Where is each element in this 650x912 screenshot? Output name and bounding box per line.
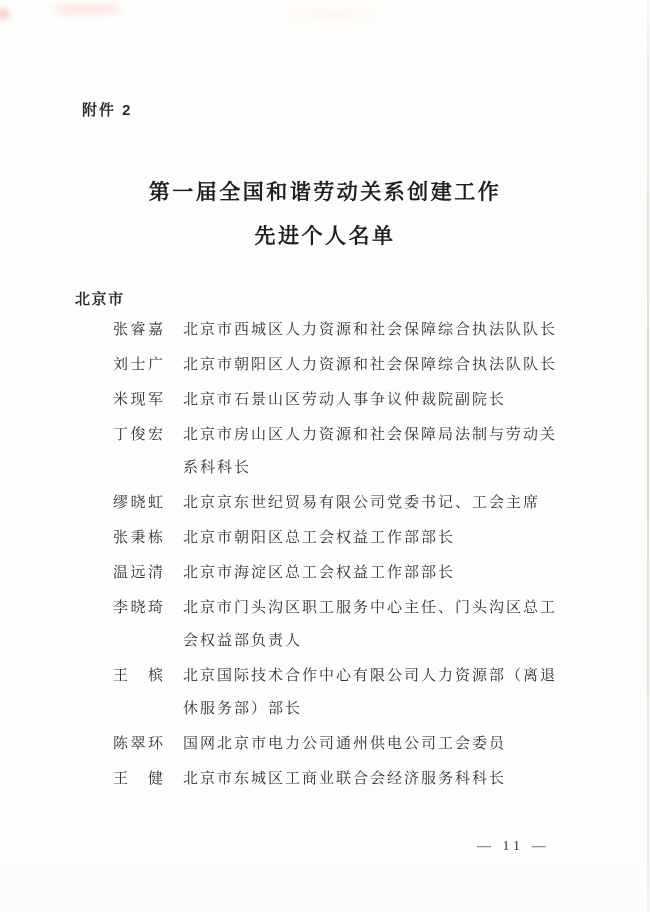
roster-list [113, 314, 565, 798]
scan-artifact-smudge [52, 5, 122, 14]
roster-entry [113, 522, 565, 555]
entry-person-title: 北京国际技术合作中心有限公司人力资源部（离退休服务部）部长 [183, 668, 558, 717]
entry-person-title: 北京京东世纪贸易有限公司党委书记、工会主席 [183, 495, 541, 511]
entry-person-name: 王 健 [113, 771, 165, 787]
roster-entry [113, 763, 565, 796]
entry-person-name: 温远清 [113, 565, 165, 581]
entry-person-title: 北京市房山区人力资源和社会保障局法制与劳动关系科科长 [183, 427, 558, 476]
entry-person-title: 北京市朝阳区总工会权益工作部部长 [183, 530, 456, 546]
section-heading-beijing: 北京市 [75, 291, 125, 308]
attachment-label: 附件 2 [82, 102, 133, 119]
entry-person-name: 王 槟 [113, 668, 165, 684]
entry-person-title: 北京市门头沟区职工服务中心主任、门头沟区总工会权益部负责人 [183, 600, 558, 649]
entry-person-title: 北京市石景山区劳动人事争议仲裁院副院长 [183, 392, 507, 408]
document-title-line1: 第一届全国和谐劳动关系创建工作 [148, 180, 502, 204]
entry-person-title: 北京市西城区人力资源和社会保障综合执法队队长 [183, 322, 558, 338]
entry-person-title: 北京市东城区工商业联合会经济服务科科长 [183, 771, 507, 787]
entry-person-name: 刘士广 [113, 357, 165, 373]
entry-person-name: 丁俊宏 [113, 427, 165, 443]
entry-person-title: 北京市海淀区总工会权益工作部部长 [183, 565, 456, 581]
roster-entry [113, 728, 565, 761]
entry-person-name: 缪晓虹 [113, 495, 165, 511]
roster-entry [113, 314, 565, 347]
entry-person-name: 张秉栋 [113, 530, 165, 546]
scan-artifact-smudge [0, 8, 10, 20]
entry-person-name: 米现军 [113, 392, 165, 408]
roster-entry [113, 349, 565, 382]
roster-entry [113, 487, 565, 520]
page-number: — 11 — [477, 839, 550, 854]
entry-person-title: 北京市朝阳区人力资源和社会保障综合执法队队长 [183, 357, 558, 373]
entry-person-name: 张睿嘉 [113, 322, 165, 338]
roster-entry [113, 557, 565, 590]
roster-entry [113, 419, 565, 485]
scan-page-edge [647, 0, 649, 912]
entry-person-title: 国网北京市电力公司通州供电公司工会委员 [183, 736, 507, 752]
document-title-line2: 先进个人名单 [254, 224, 396, 248]
roster-entry [113, 660, 565, 726]
scan-artifact-smudge [288, 10, 378, 19]
roster-entry [113, 384, 565, 417]
entry-person-name: 李晓琦 [113, 600, 165, 616]
roster-entry [113, 592, 565, 658]
entry-person-name: 陈翠环 [113, 736, 165, 752]
